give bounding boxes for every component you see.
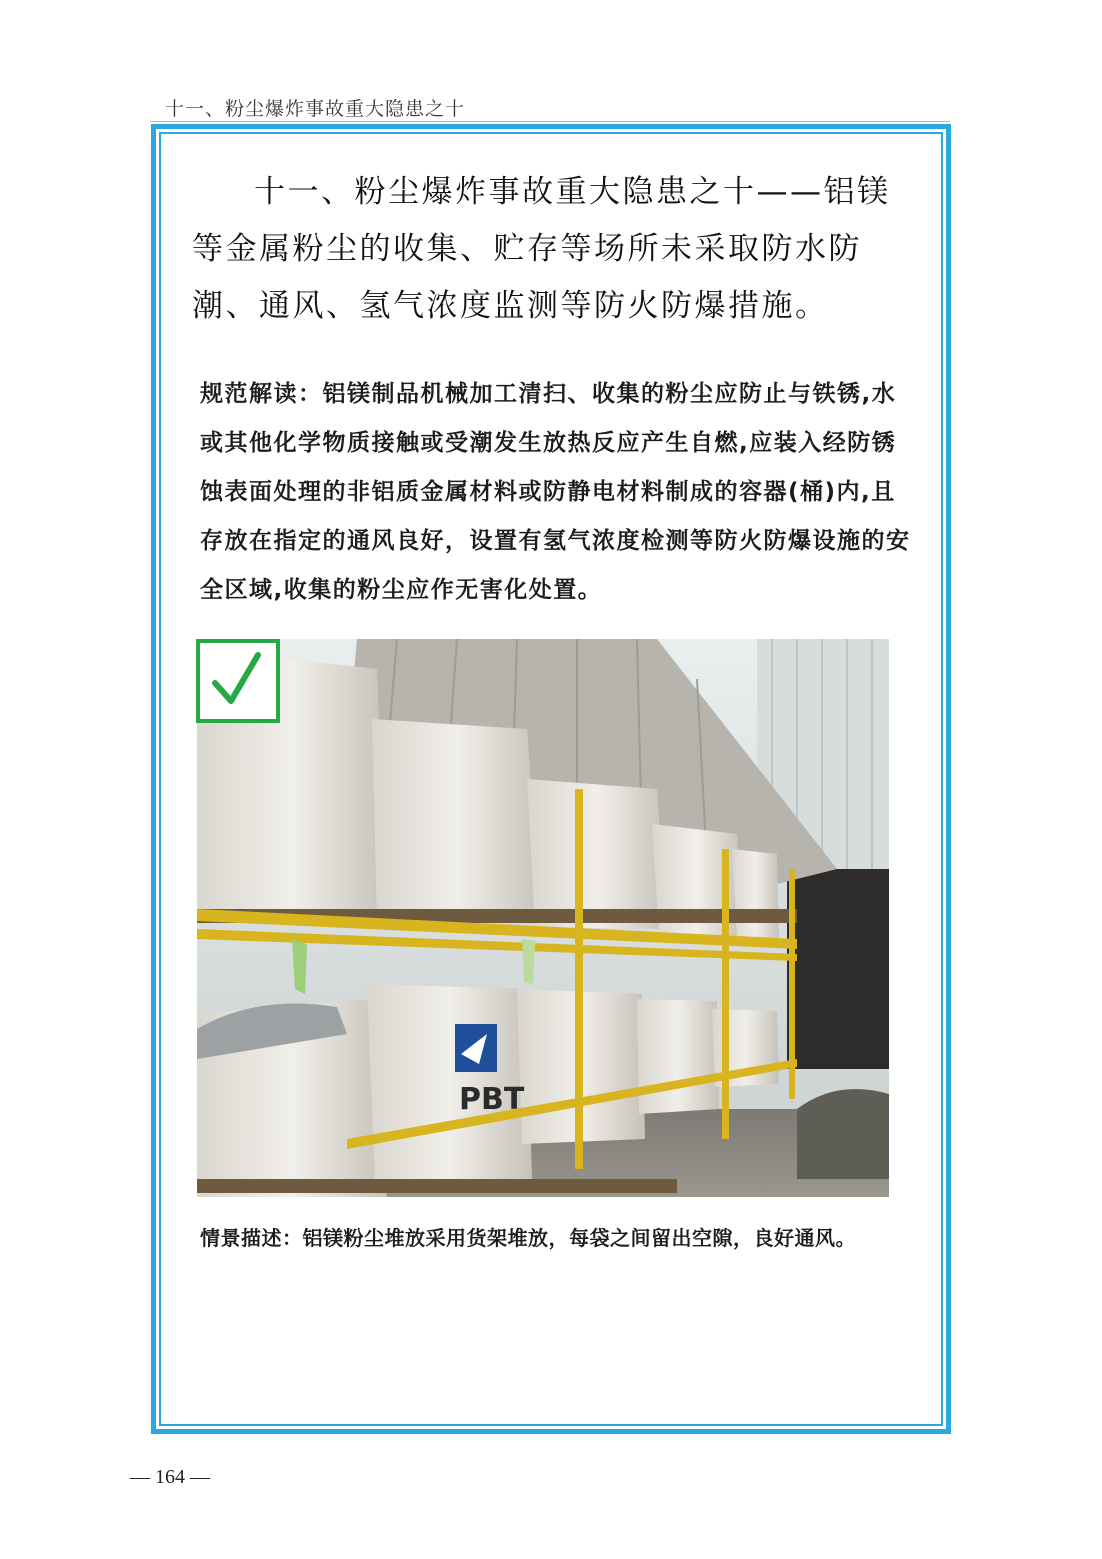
header-divider	[150, 121, 950, 122]
running-header: 十一、粉尘爆炸事故重大隐患之十	[165, 98, 466, 120]
approved-checkmark-badge	[196, 639, 280, 723]
figure-caption: 情景描述：铝镁粉尘堆放采用货架堆放，每袋之间留出空隙，良好通风。	[200, 1226, 856, 1250]
warehouse-photo	[197, 639, 889, 1197]
section-title: 十一、粉尘爆炸事故重大隐患之十——铝镁等金属粉尘的收集、贮存等场所未采取防水防潮、通风、氢气浓度监测等防火防爆措施。	[192, 174, 891, 324]
bag-print-text: PBT	[459, 1082, 525, 1117]
interpretation-paragraph: 规范解读：铝镁制品机械加工清扫、收集的粉尘应防止与铁锈,水或其他化学物质接触或受潮发生放热反应产生自燃,应装入经防锈蚀表面处理的非铝质金属材料或防静电材料制成的容器(桶)内,且存放在指定的通风良好，设置有氢气浓度检测等防火防爆设施的安全区域,收集的粉尘应作无害化处置。	[200, 381, 911, 603]
checkmark-icon	[200, 643, 276, 719]
page-number: — 164 —	[130, 1466, 210, 1488]
